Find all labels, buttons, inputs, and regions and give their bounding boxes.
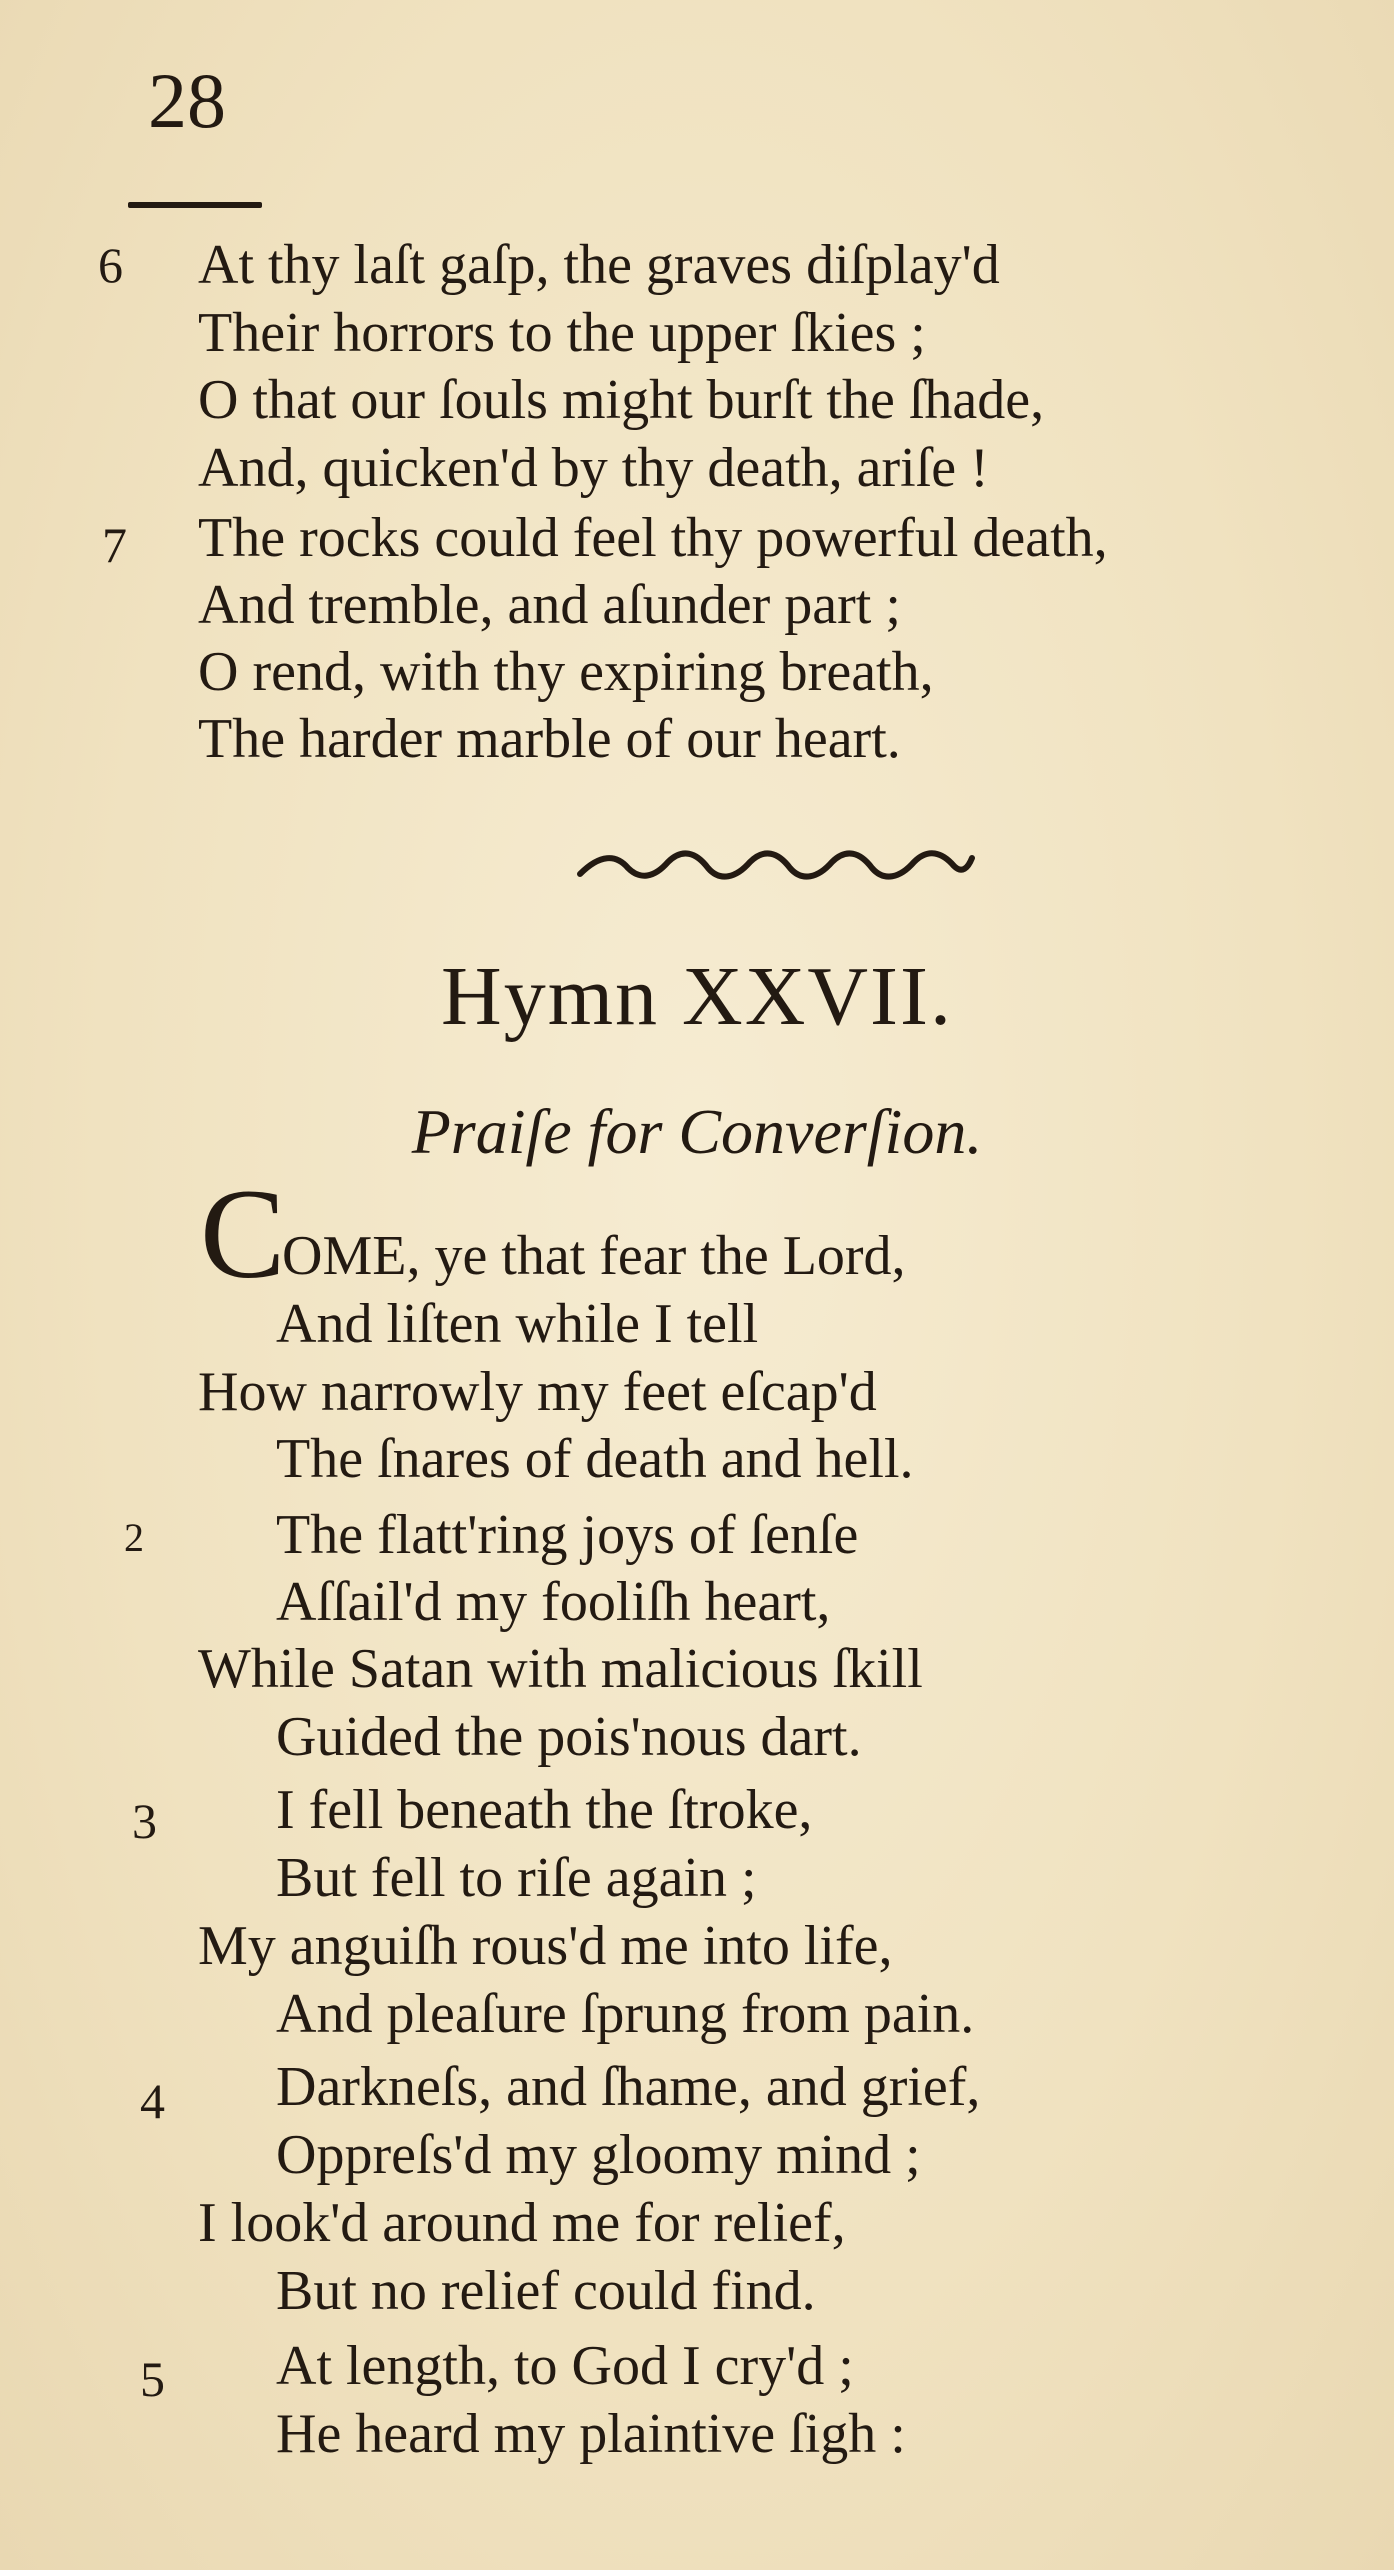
verse-line: At thy laſt gaſp, the graves diſplay'd (198, 234, 1000, 296)
verse-line: The rocks could feel thy powerful death, (198, 507, 1108, 569)
verse-line: But fell to riſe again ; (276, 1847, 757, 1909)
verse-line: O rend, with thy expiring breath, (198, 641, 934, 703)
verse-line: OME, ye that fear the Lord, (282, 1225, 906, 1287)
verse-line: But no relief could find. (276, 2260, 816, 2322)
hymn-title: Hymn XXVII. (441, 950, 953, 1043)
verse-line: My anguiſh rous'd me into life, (198, 1915, 893, 1977)
verse-line: And pleaſure ſprung from pain. (276, 1983, 975, 2045)
verse-line: Their horrors to the upper ſkies ; (198, 302, 926, 364)
verse-line: And tremble, and aſunder part ; (198, 574, 901, 636)
drop-cap: C (200, 1163, 286, 1305)
verse-line: How narrowly my feet eſcap'd (198, 1361, 877, 1423)
verse-line: The ſnares of death and hell. (276, 1428, 914, 1490)
header-rule (128, 202, 262, 208)
stanza-number: 6 (98, 237, 123, 293)
verse-line: Darkneſs, and ſhame, and grief, (276, 2056, 981, 2118)
stanza-number: 4 (140, 2073, 165, 2129)
verse-line: Aſſail'd my fooliſh heart, (276, 1571, 831, 1633)
stanza-number: 2 (124, 1515, 144, 1560)
verse-line: I fell beneath the ſtroke, (276, 1779, 813, 1841)
verse-line: At length, to God I cry'd ; (276, 2335, 854, 2397)
stanza-number: 3 (132, 1793, 157, 1849)
ornament-divider (576, 848, 976, 884)
verse-line: Guided the pois'nous dart. (276, 1706, 862, 1768)
page-number: 28 (148, 57, 226, 144)
verse-line: And liſten while I tell (276, 1293, 759, 1355)
verse-line: And, quicken'd by thy death, ariſe ! (198, 437, 989, 499)
stanza-number: 5 (140, 2351, 165, 2407)
verse-line: O that our ſouls might burſt the ſhade, (198, 369, 1045, 431)
verse-line: Oppreſs'd my gloomy mind ; (276, 2124, 921, 2186)
verse-line: He heard my plaintive ſigh : (276, 2403, 906, 2465)
hymn-subtitle: Praiſe for Converſion. (411, 1096, 983, 1167)
verse-line: While Satan with malicious ſkill (198, 1638, 923, 1700)
verse-line: I look'd around me for relief, (198, 2192, 846, 2254)
stanza-number: 7 (102, 517, 127, 573)
verse-line: The flatt'ring joys of ſenſe (276, 1504, 859, 1566)
verse-line: The harder marble of our heart. (198, 708, 901, 770)
